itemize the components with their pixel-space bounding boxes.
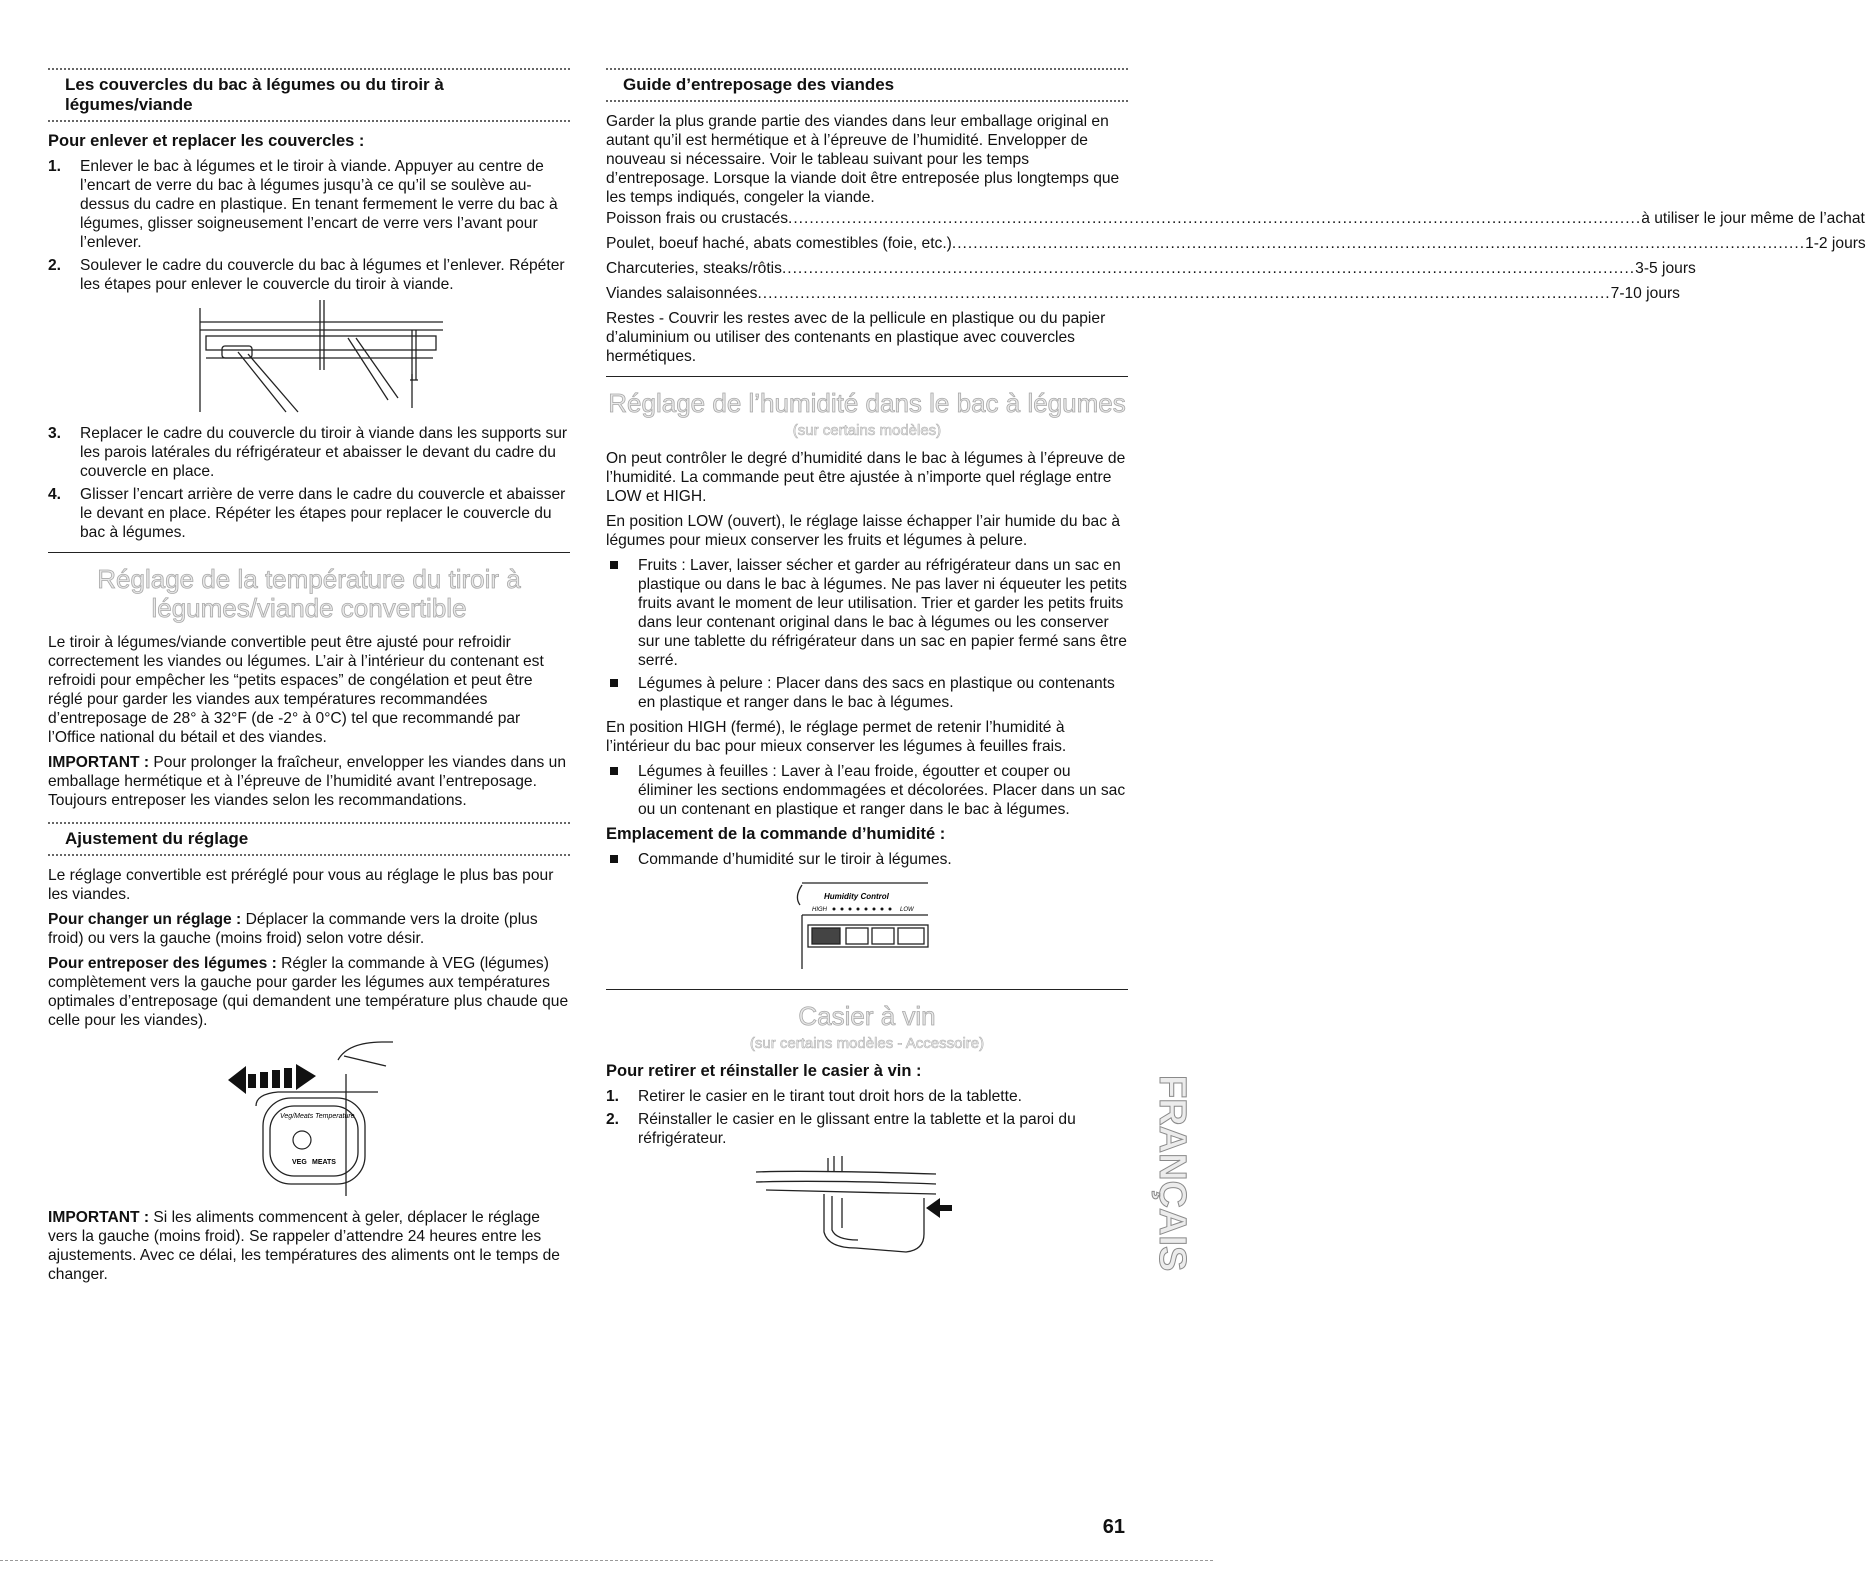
storage-time: 7-10 jours	[1610, 285, 1680, 302]
section-title-temperature: Réglage de la température du tiroir à légumes/viande convertible	[97, 564, 521, 623]
list-item	[606, 762, 1128, 819]
bullet-list	[606, 556, 1128, 712]
step-number: 3.	[48, 425, 62, 442]
section-title-wine-rack: Casier à vin	[798, 1001, 936, 1031]
dial-knob[interactable]	[293, 1131, 311, 1149]
section-header-covers	[48, 68, 570, 122]
arrow-shaft	[940, 1205, 952, 1211]
step-number: 1.	[606, 1088, 620, 1105]
bullet-icon	[610, 561, 618, 569]
table-row	[606, 284, 1680, 303]
page-bottom-edge	[0, 1560, 1213, 1561]
side-tab-label: FRANÇAIS	[1151, 1075, 1193, 1272]
step-text: Glisser l’encart arrière de verre dans le cadre du couvercle et abaisser le devant en place. Répéter les étapes pour replacer le couvercle du bac à légumes.	[80, 486, 566, 541]
important-text: Pour prolonger la fraîcheur, envelopper les viandes dans un emballage hermétique et à l’épreuve de l’humidité avant l’entreposage. Toujours entreposer les viandes selon les recommandations.	[48, 754, 567, 809]
storage-time: à utiliser le jour même de l’achat	[1641, 210, 1865, 227]
bullet-list	[606, 850, 1128, 869]
step-number: 1.	[48, 158, 62, 175]
section-title: Guide d’entreposage des viandes	[623, 75, 895, 94]
paragraph: En position LOW (ouvert), le réglage laisse échapper l’air humide du bac à légumes pour mieux conserver les fruits et légumes à pelure.	[606, 513, 1120, 549]
step-text: Retirer le casier en le tirant tout droit hors de la tablette.	[638, 1088, 1022, 1105]
page-number: 61	[1102, 1516, 1125, 1538]
subheading-remove-covers: Pour enlever et replacer les couvercles :	[48, 132, 365, 150]
step-text: Réinstaller le casier en le glissant entre la tablette et la paroi du réfrigérateur.	[638, 1111, 1076, 1147]
section-header-adjust	[48, 822, 570, 856]
paragraph: On peut contrôler le degré d’humidité dans le bac à légumes à l’épreuve de l’humidité. La commande peut être ajustée à n’importe quel réglage entre LOW et HIGH.	[606, 450, 1126, 505]
storage-time: 3-5 jours	[1635, 260, 1696, 277]
storage-item: Charcuteries, steaks/rôtis	[606, 260, 782, 277]
dial-meats-label: MEATS	[312, 1159, 336, 1166]
subheading-wine-rack: Pour retirer et réinstaller le casier à vin :	[606, 1062, 922, 1080]
text: Régler la commande à VEG (légumes) complètement vers la gauche pour garder les légumes aux températures optimales d’entreposage (qui demandent une température plus chaude que celle pour les viandes).	[48, 955, 569, 1029]
bullet-text: Légumes à pelure : Placer dans des sacs en plastique ou contenants en plastique et ranger dans le bac à légumes.	[638, 675, 1115, 711]
list-item	[606, 556, 1128, 670]
step-text: Soulever le cadre du couvercle du bac à légumes et l’enlever. Répéter les étapes pour enlever le couvercle du tiroir à viande.	[80, 257, 565, 293]
paragraph: Le tiroir à légumes/viande convertible peut être ajusté pour refroidir correctement les viandes ou légumes. L’air à l’intérieur du contenant est refroidi pour empêcher les “petits espaces” de congélation et peut être réglé pour garder les viandes aux températures recommandées d’entreposage de 28° à 32°F (de -2° à 0°C) tel que recommandé par l’Office national du bétail et des viandes.	[48, 634, 544, 746]
bullet-icon	[610, 767, 618, 775]
bullet-icon	[610, 855, 618, 863]
arrow-left-icon	[926, 1198, 940, 1218]
step-text: Enlever le bac à légumes et le tiroir à viande. Appuyer au centre de l’encart de verre du bac à légumes jusqu’à ce qu’il se soulève au-dessus du cadre en plastique. En tenant fermement le verre du bac à légumes, glisser soigneusement l’encart de verre vers l’avant pour l’enlever.	[80, 158, 558, 251]
text: Déplacer la commande vers la droite (plus froid) ou vers la gauche (moins froid) selon votre désir.	[48, 911, 538, 947]
temperature-dial-illustration	[48, 1036, 570, 1204]
paragraph	[48, 753, 570, 810]
table-row	[606, 234, 1866, 253]
storage-time: 1-2 jours	[1805, 235, 1866, 252]
list-item	[48, 256, 570, 294]
dial-label: Veg/Meats Temperature	[280, 1113, 355, 1120]
paragraph	[48, 1208, 570, 1284]
humidity-control-label: Humidity Control	[824, 892, 889, 901]
section-title: Les couvercles du bac à légumes ou du tiroir à légumes/viande	[65, 75, 444, 114]
list-item	[606, 1110, 1128, 1148]
table-row	[606, 259, 1696, 278]
list-item	[48, 424, 570, 481]
table-row	[606, 209, 1865, 228]
section-divider	[48, 552, 570, 553]
list-item	[48, 485, 570, 542]
language-side-tab	[1148, 1075, 1193, 1345]
label: Pour changer un réglage :	[48, 911, 242, 928]
paragraph: Garder la plus grande partie des viandes dans leur emballage original en autant qu’il est hermétique et à l’épreuve de l’humidité. Envelopper de nouveau si nécessaire. Voir le tableau suivant pour les temps d’entreposage. Lorsque la viande doit être entreposée plus longtemps que les temps indiqués, congeler la viande.	[606, 113, 1120, 206]
section-divider	[606, 989, 1128, 990]
dial-veg-label: VEG	[292, 1159, 307, 1166]
humidity-scale-dots	[833, 908, 892, 911]
paragraph: En position HIGH (fermé), le réglage permet de retenir l’humidité à l’intérieur du bac pour mieux conserver les légumes à feuilles frais.	[606, 719, 1067, 755]
bullet-list	[606, 762, 1128, 819]
storage-item: Poulet, boeuf haché, abats comestibles (foie, etc.)	[606, 235, 952, 252]
important-text: Si les aliments commencent à geler, déplacer le réglage vers la gauche (moins froid). Se rappeler d’attendre 24 heures entre les ajustements. Avec ce délai, les températures des aliments ont le temps de changer.	[48, 1209, 560, 1283]
steps-list	[606, 1087, 1128, 1148]
storage-item: Viandes salaisonnées	[606, 285, 758, 302]
paragraph: Le réglage convertible est préréglé pour vous au réglage le plus bas pour les viandes.	[48, 867, 554, 903]
section-subtitle: (sur certains modèles)	[792, 422, 942, 439]
step-number: 2.	[606, 1111, 620, 1128]
storage-item: Poisson frais ou crustacés	[606, 210, 789, 227]
section-subtitle: (sur certains modèles - Accessoire)	[749, 1035, 985, 1052]
bullet-text: Fruits : Laver, laisser sécher et garder au réfrigérateur dans un sac en plastique ou dans le bac à légumes. Ne pas laver ni équeuter les petits fruits avant le moment de leur utilisation. Trier et garder les petits fruits dans leur contenant original dans le bac à légumes ou les conserver sur une tablette du réfrigérateur dans un sac en papier fermé sans être serré.	[638, 557, 1127, 669]
important-label: IMPORTANT :	[48, 754, 150, 771]
crisper-cover-illustration	[48, 300, 570, 418]
section-title-humidity: Réglage de l’humidité dans le bac à légumes	[608, 388, 1126, 418]
bullet-text: Commande d’humidité sur le tiroir à légumes.	[638, 851, 952, 868]
wine-rack-illustration	[606, 1154, 1128, 1254]
step-number: 4.	[48, 486, 62, 503]
paragraph	[48, 910, 570, 948]
subheading-humidity-location: Emplacement de la commande d’humidité :	[606, 825, 946, 843]
steps-list	[48, 157, 570, 294]
label: Pour entreposer des légumes :	[48, 955, 277, 972]
step-number: 2.	[48, 257, 62, 274]
arrow-left-right-icon	[228, 1064, 316, 1094]
bullet-icon	[610, 679, 618, 687]
left-column	[48, 60, 570, 1290]
important-label: IMPORTANT :	[48, 1209, 150, 1226]
humidity-high-label: HIGH	[812, 907, 827, 913]
list-item	[606, 1087, 1128, 1106]
list-item	[606, 674, 1128, 712]
section-title: Ajustement du réglage	[65, 829, 249, 848]
steps-list	[48, 424, 570, 542]
section-divider	[606, 376, 1128, 377]
list-item	[606, 850, 1128, 869]
section-header-meat-guide	[606, 68, 1128, 102]
paragraph: Restes - Couvrir les restes avec de la pellicule en plastique ou du papier d’aluminium ou utiliser des contenants en plastique avec couvercles hermétiques.	[606, 310, 1106, 365]
list-item	[48, 157, 570, 252]
step-text: Replacer le cadre du couvercle du tiroir à viande dans les supports sur les parois latérales du réfrigérateur et abaisser le devant du cadre du couvercle en place.	[80, 425, 568, 480]
storage-table	[606, 209, 1866, 303]
humidity-control-illustration	[606, 875, 1128, 979]
paragraph	[48, 954, 570, 1030]
humidity-low-label: LOW	[900, 907, 914, 913]
bullet-text: Légumes à feuilles : Laver à l’eau froide, égoutter et couper ou éliminer les sections endommagées et décolorées. Placer dans un sac ou un contenant en plastique et ranger dans le bac à légumes.	[638, 763, 1126, 818]
